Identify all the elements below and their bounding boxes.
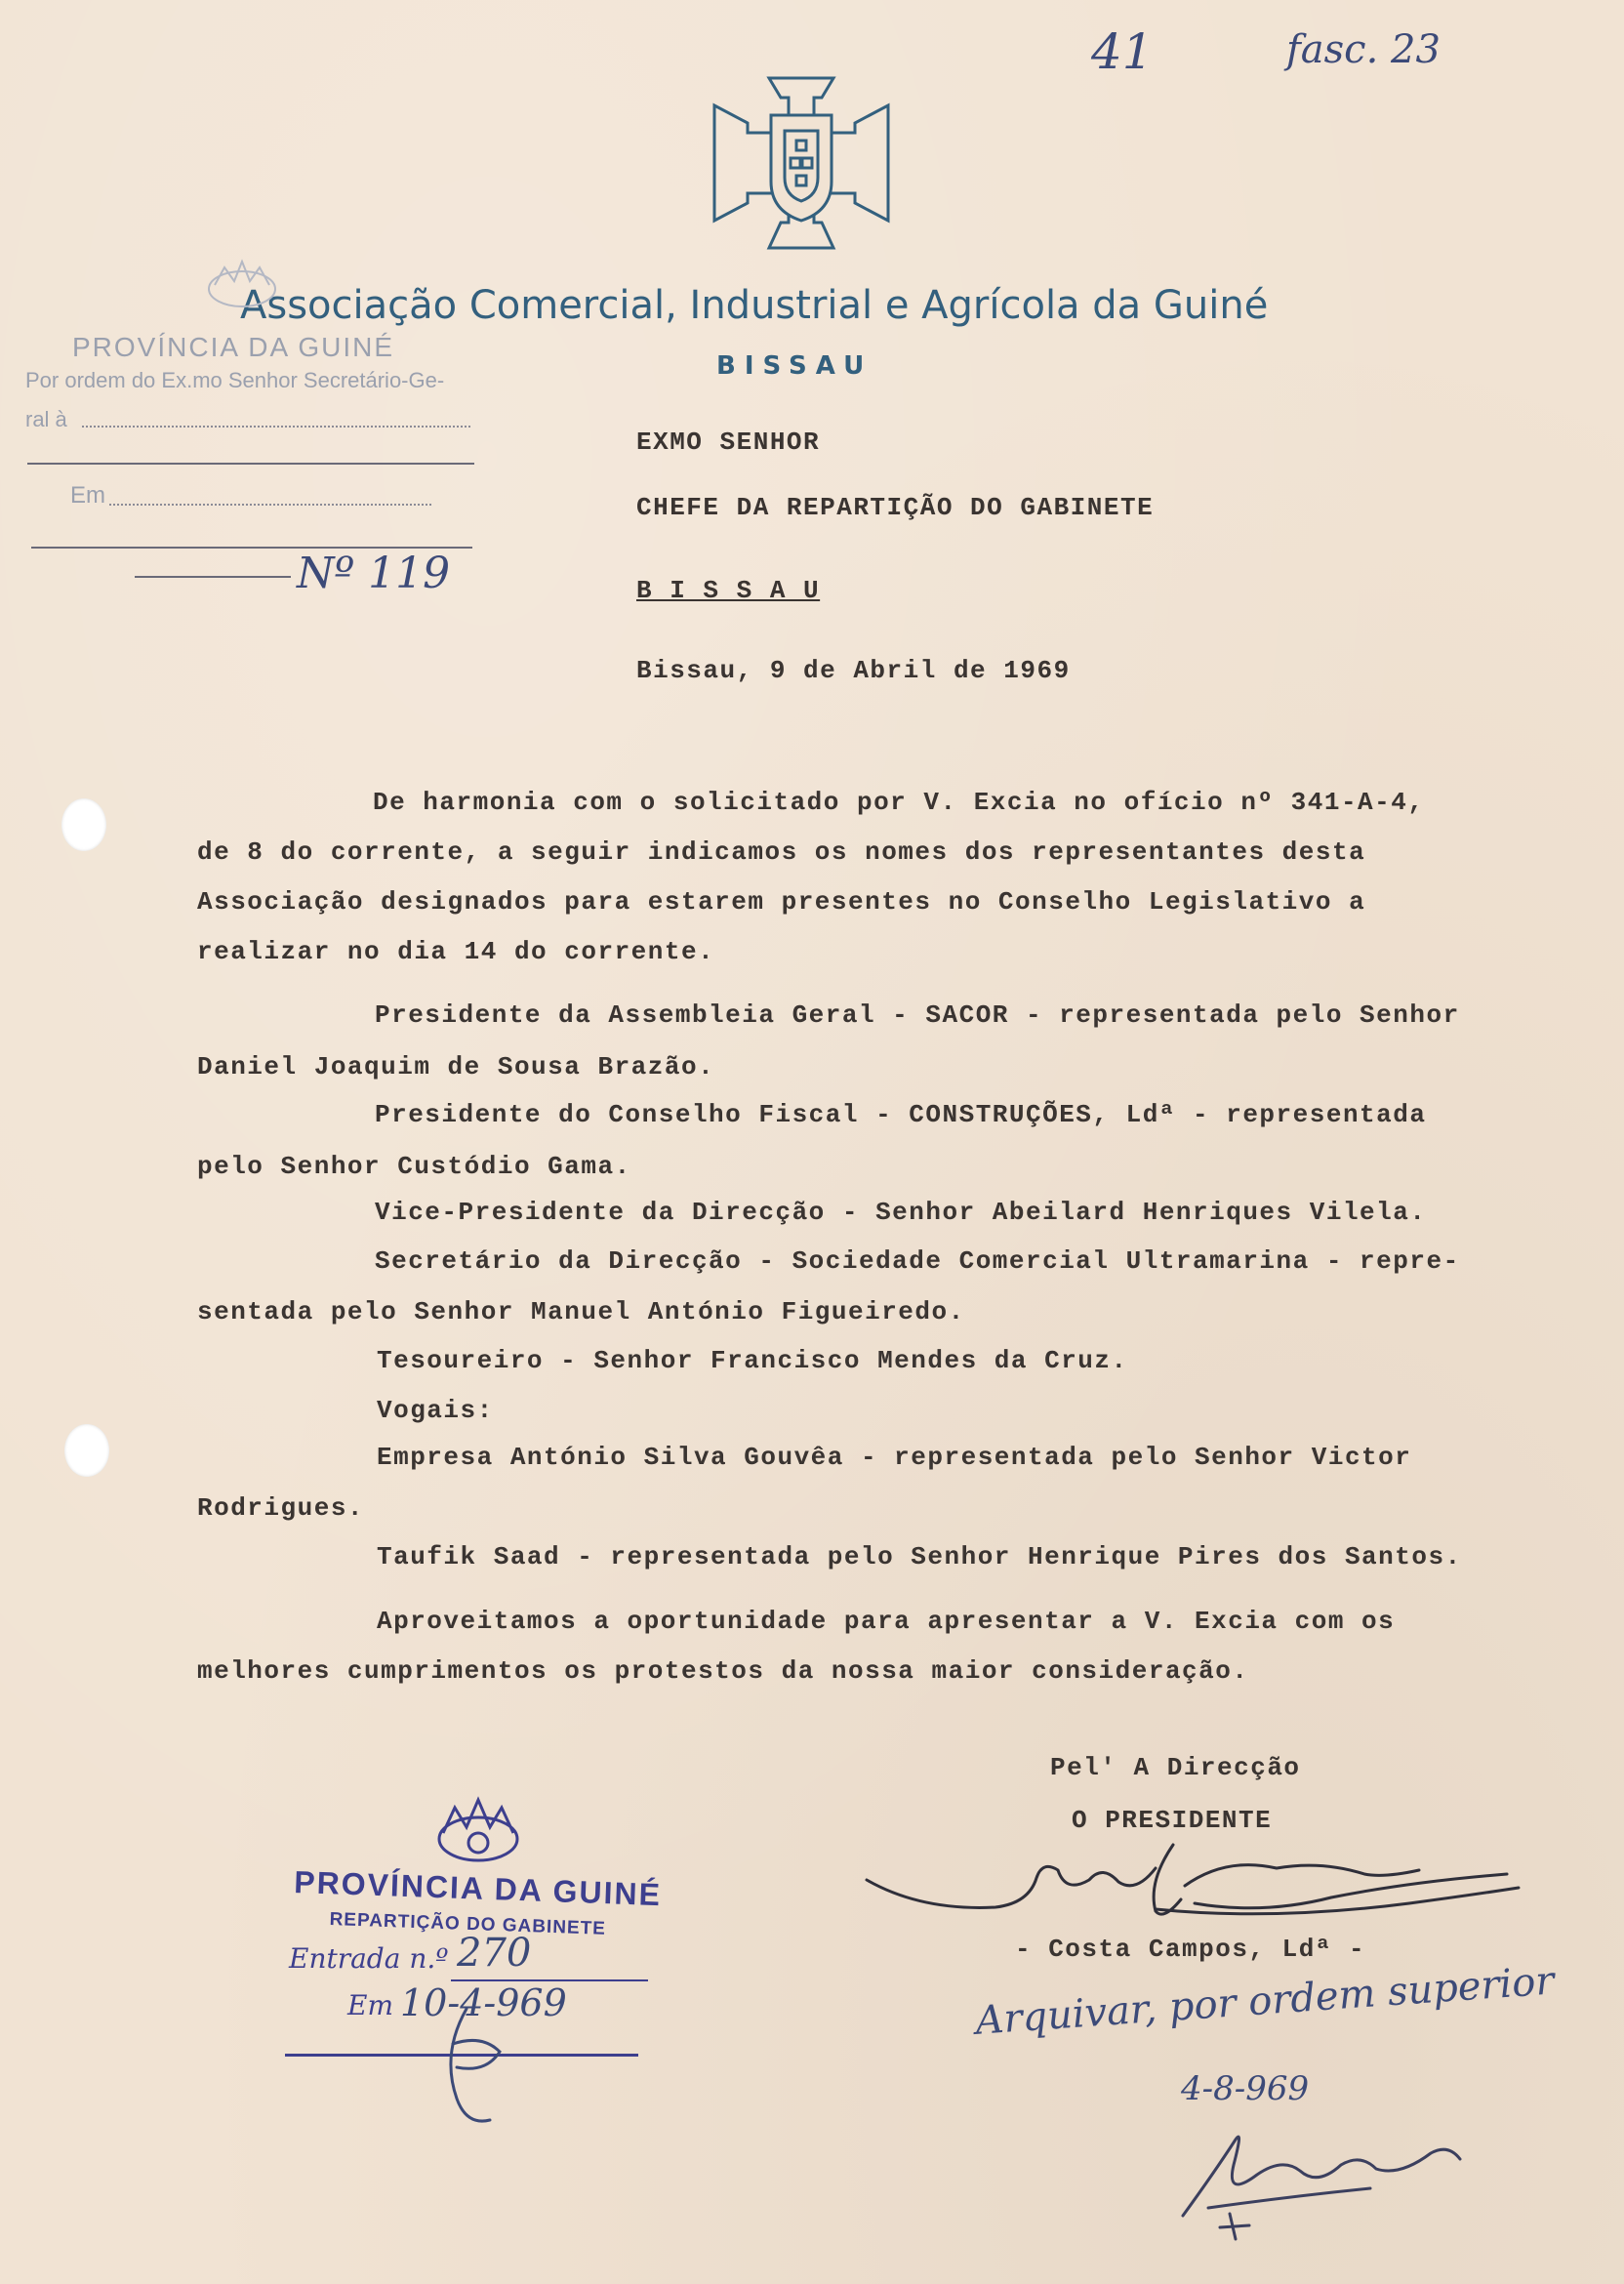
- archive-annotation-date: 4-8-969: [1181, 2069, 1310, 2108]
- closing-line-1: Pel' A Direcção: [1050, 1753, 1301, 1782]
- body-line: De harmonia com o solicitado por V. Excia no ofício nº 341-A-4,: [373, 788, 1425, 817]
- body-line: Vice-Presidente da Direcção - Senhor Abeilard Henriques Vilela.: [375, 1198, 1427, 1227]
- stamp-initials: [427, 2005, 515, 2132]
- body-line: melhores cumprimentos os protestos da nossa maior consideração.: [197, 1656, 1249, 1686]
- body-line: realizar no dia 14 do corrente.: [197, 937, 715, 966]
- faint-stamp-ral-dots: [82, 426, 470, 428]
- faint-stamp-number-rule: [135, 576, 291, 578]
- faint-stamp-rule-1: [27, 463, 474, 465]
- letterhead-organization: Associação Comercial, Industrial e Agrícola da Guiné: [240, 283, 1269, 328]
- stamp-province: PROVÍNCIA DA GUINÉ: [293, 1864, 663, 1913]
- closing-line-2: O PRESIDENTE: [1072, 1806, 1273, 1835]
- faint-stamp-em-dots: [109, 504, 431, 506]
- body-line: Taufik Saad - representada pelo Senhor Henrique Pires dos Santos.: [377, 1542, 1462, 1571]
- cross-shield-emblem: [712, 76, 890, 250]
- handwritten-entry-number: Nº 119: [297, 549, 451, 598]
- handwritten-fascicle-note: fasc. 23: [1286, 27, 1441, 72]
- stamp-em-date: 10-4-969: [400, 1981, 567, 2024]
- body-line: de 8 do corrente, a seguir indicamos os nomes dos representantes desta: [197, 837, 1366, 867]
- addressee-line-1: EXMO SENHOR: [636, 428, 821, 457]
- letter-date: Bissau, 9 de Abril de 1969: [636, 656, 1071, 685]
- president-signature: [863, 1835, 1526, 1933]
- body-line: Empresa António Silva Gouvêa - representada pelo Senhor Victor: [377, 1443, 1412, 1472]
- body-line: Daniel Joaquim de Sousa Brazão.: [197, 1052, 715, 1081]
- body-line: sentada pelo Senhor Manuel António Figueiredo.: [197, 1297, 965, 1326]
- archive-signature: [1175, 2114, 1468, 2241]
- faint-stamp-ral-label: ral à: [25, 407, 67, 431]
- stamp-entrada-number: 270: [457, 1931, 532, 1976]
- body-line: Presidente da Assembleia Geral - SACOR - representada pelo Senhor: [375, 1000, 1460, 1030]
- faint-stamp-province: PROVÍNCIA DA GUINÉ: [72, 332, 395, 362]
- archive-annotation: Arquivar, por ordem superior: [974, 1958, 1556, 2044]
- faint-stamp-order-line: Por ordem do Ex.mo Senhor Secretário-Ge-: [25, 368, 445, 392]
- body-line: Vogais:: [377, 1396, 494, 1425]
- punch-hole-top: [61, 798, 106, 851]
- punch-hole-bottom: [64, 1424, 109, 1477]
- stamp-crown-icon: [429, 1796, 527, 1870]
- body-line: Secretário da Direcção - Sociedade Comercial Ultramarina - repre-: [375, 1246, 1460, 1276]
- stamp-department: REPARTIÇÃO DO GABINETE: [329, 1909, 607, 1939]
- body-line: Presidente do Conselho Fiscal - CONSTRUÇÕES, Ldª - representada: [375, 1100, 1427, 1129]
- stamp-entrada-label: Entrada n.º: [289, 1942, 449, 1975]
- body-line: Tesoureiro - Senhor Francisco Mendes da Cruz.: [377, 1346, 1128, 1375]
- addressee-line-3: B I S S A U: [636, 576, 821, 605]
- closing-company: - Costa Campos, Ldª -: [1015, 1935, 1366, 1964]
- handwritten-folio-number: 41: [1091, 23, 1154, 80]
- addressee-line-2: CHEFE DA REPARTIÇÃO DO GABINETE: [636, 493, 1155, 522]
- body-line: Aproveitamos a oportunidade para apresentar a V. Excia com os: [377, 1607, 1396, 1636]
- body-line: Associação designados para estarem presentes no Conselho Legislativo a: [197, 887, 1366, 917]
- faint-crown-icon: [195, 256, 289, 314]
- faint-stamp-em-label: Em: [70, 482, 105, 509]
- stamp-em-label: Em: [347, 1989, 393, 2021]
- letterhead-city: BISSAU: [716, 351, 873, 381]
- body-line: Rodrigues.: [197, 1493, 365, 1523]
- body-line: pelo Senhor Custódio Gama.: [197, 1152, 631, 1181]
